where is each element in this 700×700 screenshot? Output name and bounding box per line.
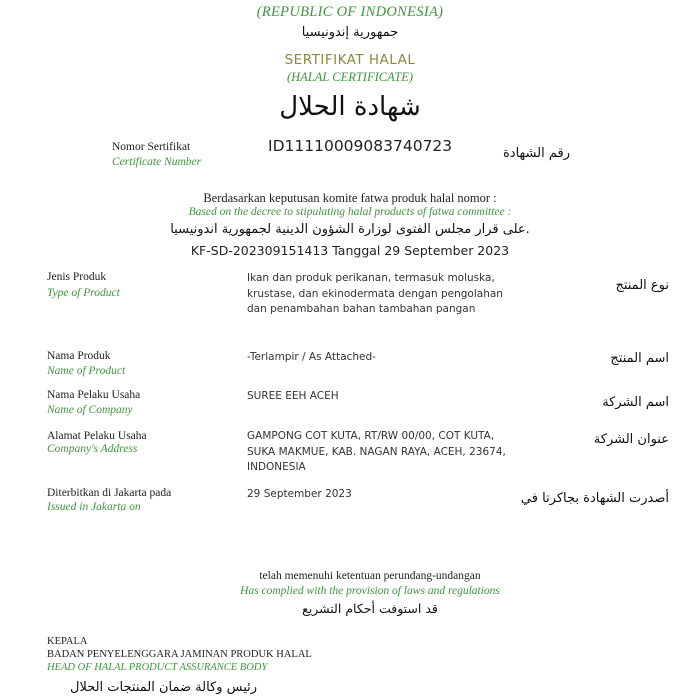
certificate-title-ar: شهادة الحلال <box>279 92 421 122</box>
certificate-number-value: ID11110009083740723 <box>268 137 453 155</box>
certificate-title-en: (HALAL CERTIFICATE) <box>286 70 414 84</box>
field-label-ar-name-of-product: اسم المنتج <box>610 351 669 366</box>
signatory-title-1: KEPALA <box>47 636 88 647</box>
field-value-name-of-product: -Terlampir / As Attached- <box>247 351 376 363</box>
republic-ar: جمهورية إندونيسيا <box>301 25 399 40</box>
certificate-number-label-ar: رقم الشهادة <box>503 146 570 161</box>
field-label-en-issued-on: Issued in Jakarta on <box>47 501 141 513</box>
field-label-en-type-of-product: Type of Product <box>47 287 120 299</box>
certificate-title-id: SERTIFIKAT HALAL <box>284 52 416 68</box>
republic-en: (REPUBLIC OF INDONESIA) <box>256 4 444 20</box>
field-label-name-of-product: Nama Produk <box>47 350 111 362</box>
field-label-ar-name-of-company: اسم الشركة <box>602 395 669 410</box>
field-value-issued-on: 29 September 2023 <box>247 488 352 500</box>
decree-line-ar: على قرار مجلس الفتوى لوزارة الشؤون الدينية لجمهورية اندونيسيا. <box>170 222 530 237</box>
decree-line-id: Berdasarkan keputusan komite fatwa produk halal nomor : <box>203 191 497 205</box>
field-label-en-name-of-product: Name of Product <box>47 365 126 377</box>
signatory-title-ar: رئيس وكالة ضمان المنتجات الحلال <box>70 680 258 695</box>
compliance-line-id: telah memenuhi ketentuan perundang-undangan <box>259 570 481 582</box>
field-label-name-of-company: Nama Pelaku Usaha <box>47 389 141 401</box>
field-label-issued-on: Diterbitkan di Jakarta pada <box>47 487 172 499</box>
field-label-company-address: Alamat Pelaku Usaha <box>47 430 147 442</box>
certificate-number-label-en: Certificate Number <box>112 156 202 168</box>
field-label-ar-company-address: عنوان الشركة <box>593 432 669 447</box>
field-label-en-company-address: Company's Address <box>47 443 138 455</box>
field-label-ar-issued-on: أصدرت الشهادة بجاكرتا في <box>520 491 669 506</box>
field-label-ar-type-of-product: نوع المنتج <box>615 278 669 293</box>
signatory-title-en: HEAD OF HALAL PRODUCT ASSURANCE BODY <box>47 662 268 673</box>
decree-reference: KF-SD-202309151413 Tanggal 29 September 2023 <box>190 243 510 258</box>
field-label-type-of-product: Jenis Produk <box>47 271 107 283</box>
compliance-line-en: Has complied with the provision of laws and regulations <box>240 585 500 597</box>
field-label-en-name-of-company: Name of Company <box>47 404 133 416</box>
decree-line-en: Based on the decree to stipulating halal products of fatwa committee : <box>188 206 512 218</box>
signatory-title-2: BADAN PENYELENGGARA JAMINAN PRODUK HALAL <box>47 649 312 660</box>
compliance-line-ar: قد استوفت أحكام التشريع <box>302 601 438 616</box>
field-value-company-address: GAMPONG COT KUTA, RT/RW 00/00, COT KUTA, SUKA MAKMUE, KAB. NAGAN RAYA, ACEH, 23674, INDONESIA <box>247 430 506 473</box>
field-value-type-of-product: Ikan dan produk perikanan, termasuk moluska, krustase, dan ekinodermata dengan pengolahan dan penambahan bahan tambahan pangan <box>247 272 503 315</box>
certificate-number-label: Nomor Sertifikat <box>112 141 191 153</box>
field-value-name-of-company: SUREE EEH ACEH <box>247 390 339 402</box>
